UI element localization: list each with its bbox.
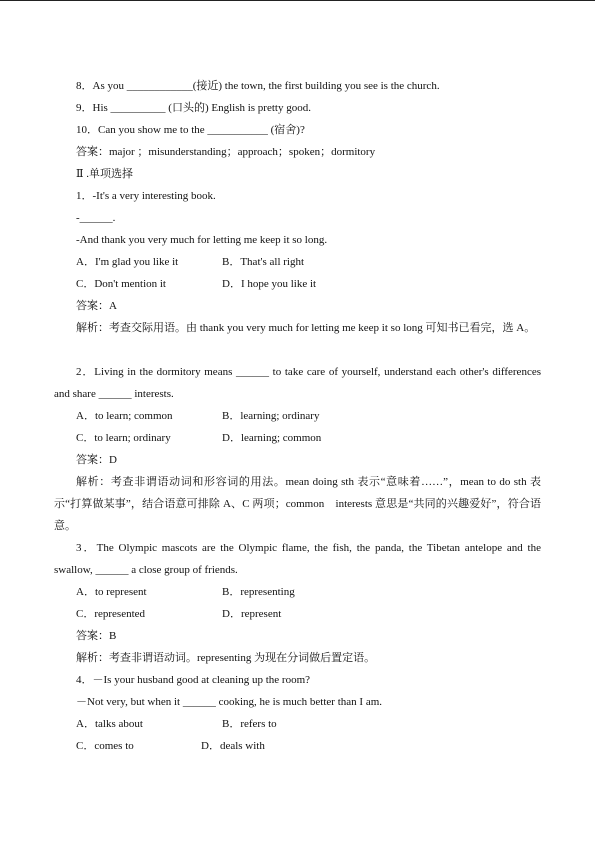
q4-option-c: C．comes to xyxy=(76,740,134,752)
fill-blank-10: 10．Can you show me to the ___________ (宿舍)? xyxy=(76,124,305,136)
q2-option-d: D．learning; common xyxy=(222,432,322,444)
q1-option-b: B．That's all right xyxy=(222,256,305,268)
fill-blank-9: 9．His __________ (口头的) English is pretty good. xyxy=(76,102,311,114)
q3-stem: 3．The Olympic mascots are the Olympic flame, the fish, the panda, the Tibetan antelope and the swallow, ______ a close group of friends. xyxy=(54,542,541,576)
q1-option-c: C．Don't mention it xyxy=(76,278,166,290)
q2-stem: 2．Living in the dormitory means ______ to take care of yourself, understand each other's differences and share ______ interests. xyxy=(54,366,541,400)
q1-analysis: 解析：考查交际用语。由 thank you very much for letting me keep it so long 可知书已看完，选 A。 xyxy=(76,322,536,334)
q1-line-3: -And thank you very much for letting me keep it so long. xyxy=(76,234,328,246)
q1-option-d: D．I hope you like it xyxy=(222,278,317,290)
q1-answer: 答案：A xyxy=(76,300,117,312)
q3-option-c: C．represented xyxy=(76,608,146,620)
fill-blank-8: 8．As you ____________(接近) the town, the first building you see is the church. xyxy=(76,80,440,92)
q3-answer: 答案：B xyxy=(76,630,117,642)
q1-option-a: A．I'm glad you like it xyxy=(76,256,179,268)
q4-line-1: 4．－Is your husband good at cleaning up the room? xyxy=(76,674,311,686)
q3-option-b: B．representing xyxy=(222,586,295,598)
q4-option-d: D．deals with xyxy=(201,740,265,752)
q4-option-a: A．talks about xyxy=(76,718,143,730)
q3-option-a: A．to represent xyxy=(76,586,147,598)
q3-option-d: D．represent xyxy=(222,608,282,620)
q4-option-b: B．refers to xyxy=(222,718,277,730)
q2-analysis: 解析：考查非谓语动词和形容词的用法。mean doing sth 表示“意味着……”，mean to do sth 表示“打算做某事”，结合语意可排除 A、C 两项；common interests 意思是“共同的兴趣爱好”，符合语意。 xyxy=(54,476,541,532)
fill-answer: 答案：major ；misunderstanding；approach；spoken；dormitory xyxy=(76,146,376,158)
q3-analysis: 解析：考查非谓语动词。representing 为现在分词做后置定语。 xyxy=(76,652,376,664)
page-top-rule xyxy=(0,0,595,1)
q2-answer: 答案：D xyxy=(76,454,117,466)
q1-line-2: -______. xyxy=(76,212,116,224)
section-title: Ⅱ .单项选择 xyxy=(76,168,133,180)
q2-option-b: B．learning; ordinary xyxy=(222,410,320,422)
q4-line-2: －Not very, but when it ______ cooking, he is much better than I am. xyxy=(76,696,383,708)
q2-option-a: A．to learn; common xyxy=(76,410,173,422)
q1-line-1: 1．-It's a very interesting book. xyxy=(76,190,216,202)
q2-option-c: C．to learn; ordinary xyxy=(76,432,171,444)
